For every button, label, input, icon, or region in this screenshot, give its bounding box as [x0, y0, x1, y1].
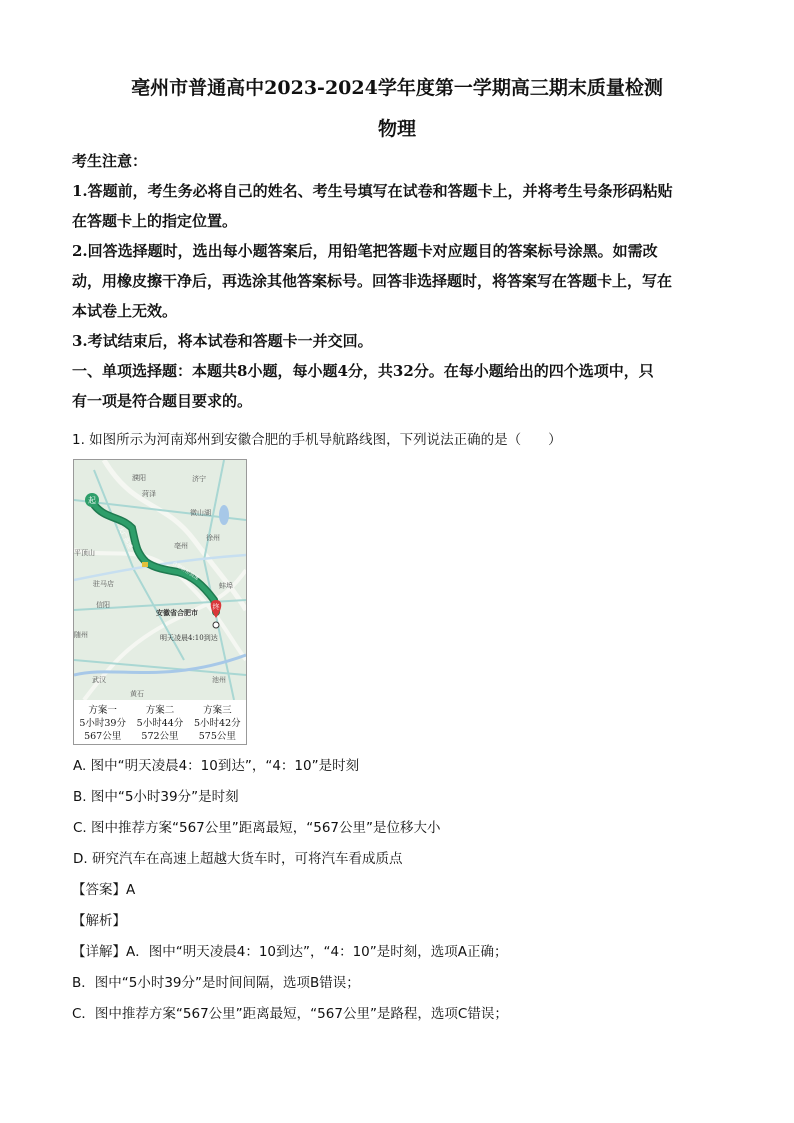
choice-b: B. 图中“5小时39分”是时刻	[73, 789, 239, 805]
notice-heading: 考生注意：	[72, 152, 148, 170]
detail-line: C．图中推荐方案“567公里”距离最短，“567公里”是路程，选项C错误；	[72, 1006, 508, 1022]
page-title: 亳州市普通高中2023-2024学年度第一学期高三期末质量检测	[131, 77, 663, 99]
analysis-label: 【解析】	[72, 913, 126, 929]
route-option-name: 方案一	[88, 705, 117, 716]
city-label: 濮阳	[132, 474, 146, 482]
question-stem: 1. 如图所示为河南郑州到安徽合肥的手机导航路线图，下列说法正确的是（ ）	[72, 432, 562, 448]
navigation-map	[73, 459, 247, 701]
notice-block	[72, 146, 722, 416]
city-label: 平顶山	[74, 549, 95, 557]
notice-line: 1.答题前，考生务必将自己的姓名、考生号填写在试卷和答题卡上，并将考生号条形码粘贴	[72, 182, 673, 200]
city-label: 池州	[212, 676, 226, 684]
detail-line: B．图中“5小时39分”是时间间隔，选项B错误；	[72, 975, 360, 991]
section-heading: 一、单项选择题：本题共8小题，每小题4分，共32分。在每小题给出的四个选项中，只	[72, 362, 654, 380]
map-svg	[74, 460, 246, 700]
notice-line: 2.回答选择题时，选出每小题答案后，用铅笔把答题卡对应题目的答案标号涂黑。如需改	[72, 242, 658, 260]
route-option-time: 5小时42分	[194, 718, 241, 729]
subject-title: 物理	[377, 118, 416, 140]
city-label: 信阳	[96, 601, 110, 609]
route-options-table	[73, 700, 247, 745]
city-label: 驻马店	[93, 580, 114, 588]
route-option-distance: 567公里	[84, 731, 122, 742]
destination-label: 安徽省合肥市	[156, 609, 198, 617]
route-option	[131, 700, 188, 744]
route-option-time: 5小时44分	[136, 718, 184, 729]
route-option	[74, 700, 131, 744]
city-label: 济宁	[192, 475, 206, 483]
route-option-distance: 572公里	[141, 731, 179, 742]
highway-label: 大广高速	[116, 525, 134, 551]
city-label: 蚌埠	[219, 582, 233, 590]
arrival-label: 明天凌晨4:10到达	[160, 634, 218, 642]
city-label: 武汉	[92, 676, 106, 684]
notice-line: 在答题卡上的指定位置。	[72, 212, 238, 230]
start-label: 起	[88, 496, 96, 505]
route-option-time: 5小时39分	[79, 718, 126, 729]
highway-label: 合肥新桥高速	[170, 560, 200, 582]
answer-label: 【答案】A	[72, 882, 136, 898]
city-label: 亳州	[174, 542, 188, 550]
route-option-name: 方案三	[203, 705, 232, 716]
city-label: 徐州	[206, 534, 220, 542]
city-label: 微山湖	[190, 509, 211, 517]
notice-line: 本试卷上无效。	[72, 302, 178, 320]
route-option	[189, 700, 246, 744]
city-label: 随州	[74, 631, 88, 639]
city-label: 黄石	[130, 690, 144, 698]
end-label: 终	[212, 603, 220, 611]
section-heading: 有一项是符合题目要求的。	[72, 392, 253, 410]
route-option-distance: 575公里	[198, 731, 236, 742]
notice-line: 3.考试结束后，将本试卷和答题卡一并交回。	[72, 332, 373, 350]
choice-a: A. 图中“明天凌晨4：10到达”，“4：10”是时刻	[73, 758, 360, 774]
city-label: 菏泽	[142, 490, 156, 498]
route-option-name: 方案二	[145, 705, 175, 716]
choice-c: C. 图中推荐方案“567公里”距离最短，“567公里”是位移大小	[73, 820, 441, 836]
detail-line: 【详解】A．图中“明天凌晨4：10到达”，“4：10”是时刻，选项A正确；	[72, 944, 508, 960]
notice-line: 动，用橡皮擦干净后，再选涂其他答案标号。回答非选择题时，将答案写在答题卡上，写在	[72, 272, 673, 290]
choice-d: D. 研究汽车在高速上超越大货车时，可将汽车看成质点	[73, 851, 403, 867]
